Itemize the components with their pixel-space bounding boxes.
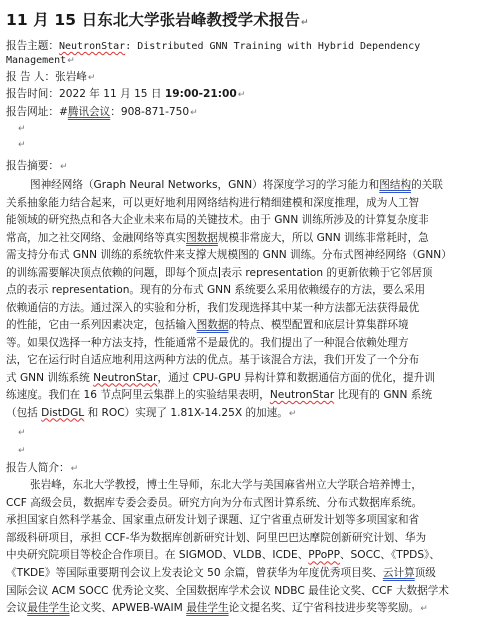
topic-term: NeutronStar <box>58 41 126 52</box>
bio-line <box>6 549 440 562</box>
text-run: （包括 <box>6 406 42 419</box>
paragraph-mark: ↵ <box>237 90 246 100</box>
grammar-term: 图数据 <box>186 231 218 244</box>
text-run: 中央研究院项目等校企合作项目。在 SIGMOD、VLDB、ICDE、 <box>6 549 309 562</box>
text-run: 论文奖、APWEB-WAIM <box>69 602 187 615</box>
paragraph-mark: ↵ <box>87 73 96 83</box>
paragraph-mark: ↵ <box>59 162 68 172</box>
grammar-term: 最佳学生 <box>186 602 229 615</box>
text-run: 的特点、模型配置和底层计算集群环境 <box>228 319 409 331</box>
meeting-id: ：908-871-750 <box>110 106 190 118</box>
text-run: 图神经网络（Graph Neural Networks，GNN）将深度学习的学习能力和 <box>30 179 380 191</box>
bio-line <box>6 514 419 527</box>
topic-line-2 <box>6 54 75 68</box>
text-run: 点的表示 representation。现有的分布式 GNN 系统要么采用依赖缓存的方法，要么采用 <box>6 284 426 296</box>
grammar-term: 云计算 <box>382 567 415 579</box>
speaker-label: 报 告 人： <box>6 71 56 83</box>
text-run: 、SOCC、《TPDS》、 <box>339 549 440 562</box>
text-run: 的训练需要解决顶点依赖的问题，即每个顶点 <box>6 266 218 279</box>
text-run: 表示 representation 的更新依赖于它邻居顶 <box>220 266 433 279</box>
paragraph-mark: ↵ <box>18 428 26 438</box>
text-run: 能领域的研究热点和各大企业未来布局的关键技术。由于 GNN 训练所涉及的计算复杂度非 <box>6 214 429 226</box>
url-line <box>6 106 198 120</box>
spellcheck-term: NeutronStar <box>269 389 335 401</box>
bio-line <box>6 567 436 580</box>
text-run: 比现有的 GNN 系统 <box>334 389 432 401</box>
grammar-term: 最佳学生 <box>27 602 70 615</box>
text-run: 部级科研项目，承担 CCF-华为数据库创新研究计划、阿里巴巴达摩院创新研究计划、华为 <box>6 531 427 544</box>
text-run: 承担国家自然科学基金、国家重点研发计划子课题、辽宁省重点研发计划等多项国家和省 <box>6 514 420 527</box>
meeting-link[interactable]: 腾讯会议 <box>67 106 111 118</box>
spellcheck-term: PPoPP <box>308 549 340 562</box>
text-run: 需支持分布式 GNN 训练的系统软件来支撑大规模图的 GNN 训练。分布式图神经网络（GNN） <box>6 249 452 261</box>
abstract-line <box>30 179 443 192</box>
spellcheck-term: DistDGL <box>41 406 85 419</box>
url-label: 报告网址： <box>6 106 59 118</box>
paragraph-mark: ↵ <box>301 18 309 28</box>
bio-label-line <box>6 462 78 476</box>
paragraph-mark: ↵ <box>67 56 75 66</box>
grammar-term: 图数据 <box>196 319 229 331</box>
abstract-line <box>6 319 409 332</box>
spellcheck-term: NeutronStar <box>93 371 158 384</box>
time-range: 19:00-21:00 <box>164 88 237 100</box>
abstract-label-line <box>6 160 68 174</box>
bio-line <box>30 479 422 492</box>
abstract-label: 报告摘要： <box>6 160 59 172</box>
time-label: 报告时间： <box>6 88 59 100</box>
topic-line <box>6 40 420 53</box>
paragraph-mark: ↵ <box>18 124 26 134</box>
time-line <box>6 88 245 102</box>
paragraph-mark: ↵ <box>288 408 297 419</box>
grammar-term: 图结构 <box>379 179 412 191</box>
text-run: 规模非常庞大，所以 GNN 训练非常耗时，急 <box>217 231 429 244</box>
paragraph-mark: ↵ <box>190 108 198 118</box>
topic-label: 报告主题： <box>6 40 59 52</box>
bio-line <box>6 497 422 510</box>
text-run: 式 GNN 训练系统 <box>6 371 94 384</box>
topic-text-2: Management <box>6 55 67 66</box>
text-run: 的关联 <box>411 179 443 191</box>
text-run: ，通过 CPU-GPU 异构计算和数据通信方面的优化，提升训 <box>157 371 435 384</box>
speaker-name: 张岩峰 <box>55 71 87 83</box>
document-title <box>6 8 309 30</box>
bio-line <box>6 585 449 598</box>
speaker-line <box>6 71 95 85</box>
bio-line <box>6 532 426 545</box>
text-run: 会议 <box>6 602 28 615</box>
text-run: 张岩峰，东北大学教授，博士生导师，东北大学与美国麻省州立大学联合培养博士， <box>30 479 422 491</box>
bio-line <box>6 602 428 616</box>
paragraph-mark: ↵ <box>18 140 26 150</box>
title-text: 11 月 15 日东北大学张岩峰教授学术报告 <box>6 11 301 29</box>
abstract-line <box>6 407 296 421</box>
text-run: 依赖通信的方法。通过深入的实验和分析，我们发现选择其中某一种方法都无法获得最优 <box>6 301 420 314</box>
text-run: CCF 高级会员，数据库专委会委员。研究方向为分布式图计算系统、分布式数据库系统。 <box>6 496 423 509</box>
abstract-line <box>6 214 429 227</box>
paragraph-mark: ↵ <box>70 464 79 474</box>
abstract-line <box>6 337 409 350</box>
url-prefix: # <box>58 106 68 118</box>
abstract-line <box>6 354 419 367</box>
text-run: 等。如果仅选择一种方法支持，性能通常不是最优的。我们提出了一种混合依赖处理方 <box>6 336 409 349</box>
text-cursor <box>219 267 220 278</box>
text-run: 顶级 <box>414 567 436 579</box>
text-run: 练速度。我们在 16 节点阿里云集群上的实验结果表明， <box>6 389 270 401</box>
abstract-line <box>6 302 419 315</box>
abstract-line <box>6 249 452 262</box>
text-run: 常高，加之社交网络、金融网络等真实 <box>6 231 187 244</box>
text-run: 《TKDE》等国际重要期刊会议上发表论文 50 余篇，曾获华为年度优秀项目奖、 <box>6 567 383 579</box>
bio-label: 报告人简介： <box>6 462 70 474</box>
text-run: 国际会议 ACM SOCC 优秀论文奖、全国数据库学术会议 NDBC 最佳论文奖、CCF 大数据学术 <box>6 584 449 597</box>
paragraph-mark: ↵ <box>18 446 26 456</box>
text-run: 论文提名奖、辽宁省科技进步奖等奖励。 <box>228 602 420 615</box>
paragraph-mark: ↵ <box>420 604 428 615</box>
topic-text-1: : Distributed GNN Training with Hybrid Dependency <box>125 41 421 52</box>
text-run: 法，它在运行时自适应地利用这两种方法的优点。基于该混合方法，我们开发了一个分布 <box>6 354 420 366</box>
text-run: 关系抽象能力结合起来，可以更好地利用网络结构进行精细建模和深度推理，成为人工智 <box>6 196 420 209</box>
abstract-line <box>6 389 432 402</box>
abstract-line <box>6 372 435 385</box>
text-run: 的性能，它由一系列因素决定，包括输入 <box>6 319 197 331</box>
abstract-line <box>6 267 432 280</box>
time-date: 2022 年 11 月 15 日 <box>58 88 162 100</box>
text-run: 和 ROC）实现了 1.81X-14.25X 的加速。 <box>84 406 288 419</box>
abstract-line <box>6 284 425 297</box>
abstract-line <box>6 232 429 245</box>
abstract-line <box>6 197 419 210</box>
